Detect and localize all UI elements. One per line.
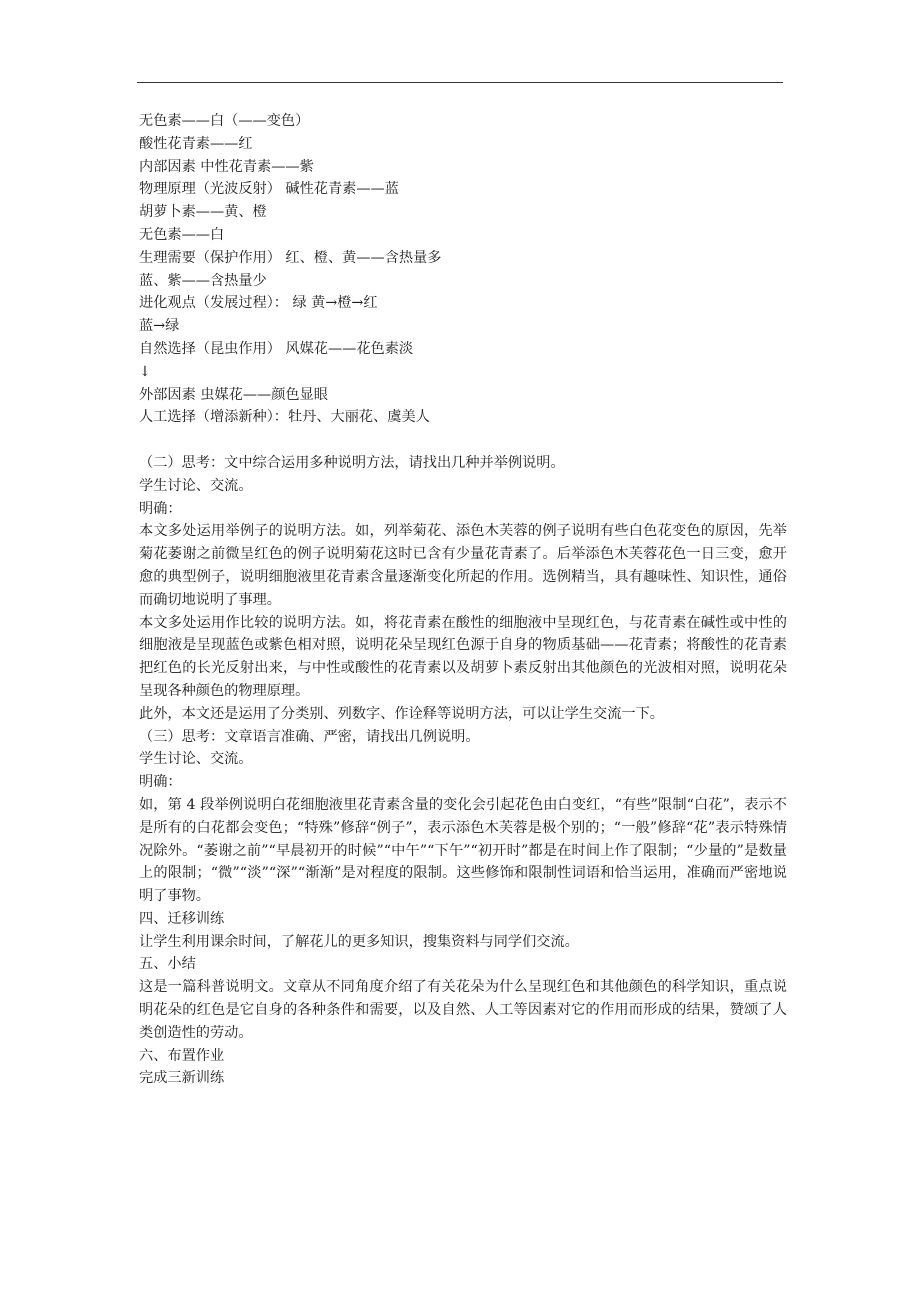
- outline-line: 蓝、紫——含热量少: [139, 272, 267, 289]
- outline-line: 酸性花青素——红: [139, 135, 253, 152]
- section-body: 完成三新训练: [139, 1070, 225, 1087]
- outline-line: 人工选择（增添新种）：牡丹、大丽花、虞美人: [139, 409, 430, 426]
- outline-line: 蓝→绿: [139, 318, 180, 335]
- section-language: [139, 726, 787, 908]
- section-transfer: [139, 908, 787, 954]
- outline-line: 生理需要（保护作用） 红、橙、黄——含热量多: [139, 249, 442, 266]
- section-body: 让学生利用课余时间，了解花儿的更多知识，搜集资料与同学们交流。: [139, 933, 579, 950]
- paragraph-language: 如，第 4 段举例说明白花细胞液里花青素含量的变化会引起花色由白变红，“有些”限制“白花”，表示不是所有的白花都会变色；“特殊”修辞“例子”，表示添色木芙蓉是极个别的；“一般”修辞“花”表示特殊情况除外。“萎谢之前”“早晨初开的时候”“中午”“下午”“初开时”都是在时间上作了限制；“少量的”是数量上的限制；“微”“淡”“深”“渐渐”是对程度的限制。这些修饰和限制性词语和恰当运用，准确而严密地说明了事物。: [139, 796, 787, 905]
- section-heading: 四、迁移训练: [139, 910, 225, 927]
- section-summary: [139, 953, 787, 1044]
- clarify-label: 明确：: [139, 500, 182, 517]
- question-heading: （二）思考：文中综合运用多种说明方法，请找出几种并举例说明。: [139, 454, 565, 471]
- section-heading: 五、小结: [139, 956, 196, 973]
- header-rule: [137, 82, 783, 83]
- outline-block: [139, 110, 787, 429]
- outline-arrow: ↓: [139, 363, 151, 380]
- outline-line: 胡萝卜素——黄、橙: [139, 204, 267, 221]
- paragraph-other-methods: 此外，本文还是运用了分类别、列数字、作诠释等说明方法，可以让学生交流一下。: [139, 705, 664, 722]
- outline-line: 物理原理（光波反射） 碱性花青素——蓝: [139, 181, 399, 198]
- outline-line: 进化观点（发展过程）： 绿 黄→橙→红: [139, 295, 378, 312]
- section-body: 这是一篇科普说明文。文章从不同角度介绍了有关花朵为什么呈现红色和其他颜色的科学知识，重点说明花朵的红色是它自身的各种条件和需要，以及自然、人工等因素对它的作用而形成的结果，赞颂了人类创造性的劳动。: [139, 979, 787, 1041]
- section-heading: 六、布置作业: [139, 1047, 225, 1064]
- section-methods: [139, 452, 787, 726]
- discussion-note: 学生讨论、交流。: [139, 477, 253, 494]
- paragraph-comparison: 本文多处运用作比较的说明方法。如，将花青素在酸性的细胞液中呈现红色，与花青素在碱性或中性的细胞液是呈现蓝色或紫色相对照，说明花朵呈现红色源于自身的物质基础——花青素；将酸性的花青素把红色的长光反射出来，与中性或酸性的花青素以及胡萝卜素反射出其他颜色的光波相对照，说明花朵呈现各种颜色的物理原理。: [139, 614, 787, 699]
- outline-line: 无色素——白: [139, 226, 225, 243]
- document-body: [139, 110, 787, 1090]
- outline-line: 外部因素 虫媒花——颜色显眼: [139, 386, 328, 403]
- spacer: [139, 429, 787, 452]
- clarify-label: 明确：: [139, 774, 182, 791]
- discussion-note: 学生讨论、交流。: [139, 751, 253, 768]
- outline-line: 内部因素 中性花青素——紫: [139, 158, 314, 175]
- question-heading: （三）思考：文章语言准确、严密，请找出几例说明。: [139, 728, 480, 745]
- outline-line: 自然选择（昆虫作用） 风媒花——花色素淡: [139, 340, 414, 357]
- outline-line: 无色素——白（——变色）: [139, 113, 310, 129]
- section-homework: [139, 1045, 787, 1091]
- paragraph-example: 本文多处运用举例子的说明方法。如，列举菊花、添色木芙蓉的例子说明有些白色花变色的原因，先举菊花萎谢之前微呈红色的例子说明菊花这时已含有少量花青素了。后举添色木芙蓉花色一日三变，愈开愈的典型例子，说明细胞液里花青素含量逐渐变化所起的作用。选例精当，具有趣味性、知识性，通俗而确切地说明了事理。: [139, 523, 787, 608]
